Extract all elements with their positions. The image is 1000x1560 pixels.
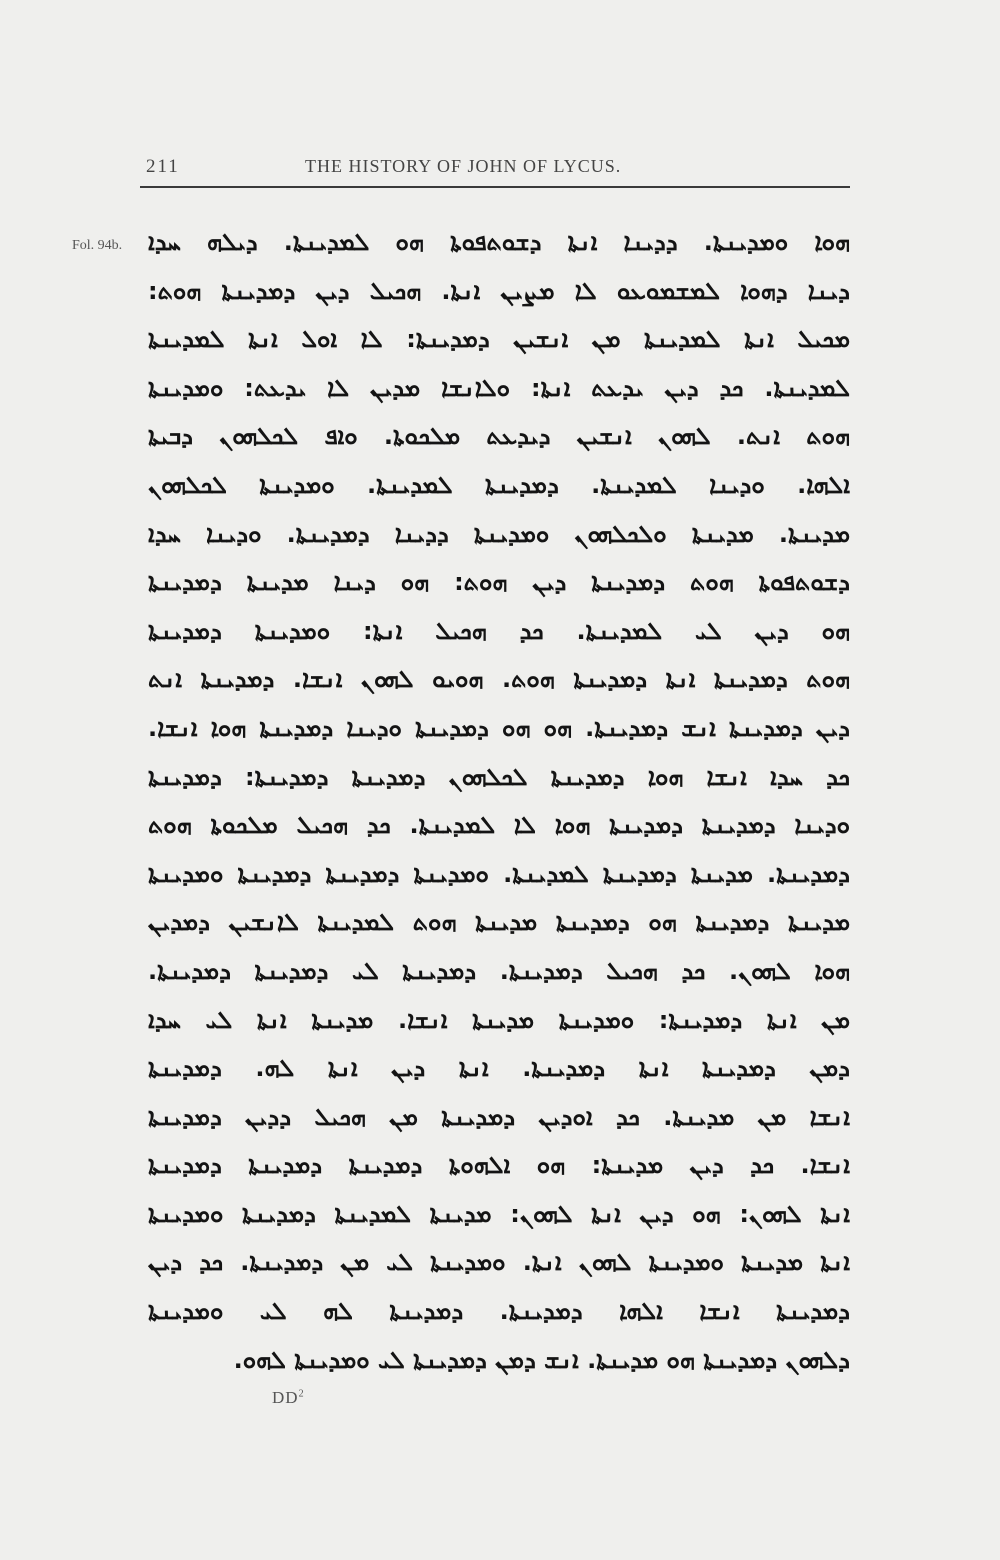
running-head	[140, 152, 850, 188]
text-line: ܗܘܬ ܐܢܬ. ܠܗܘܢ ܐܢܫܝܢ ܕܝܕܥܬ ܡܠܟܘܬܐ. ܘܐܦ ܠܟܠܗܘܢ ܕܒܝܬܐ	[148, 422, 850, 451]
signature-number: 2	[298, 1388, 305, 1400]
text-line: ܡܢ ܐܢܬܐ ܕܡܕܝܢܬܐ: ܘܡܕܝܢܬܐ ܡܕܝܢܬܐ ܐܢܫܐ. ܡܕܝܢܬܐ ܐܢܬܐ ܠܝ ܚܕܐ	[148, 1005, 850, 1034]
text-line: ܕܡܕܝܢܬܐ. ܡܕܝܢܬܐ ܕܡܕܝܢܬܐ ܠܡܕܝܢܬܐ. ܘܡܕܝܢܬܐ ܕܡܕܝܢܬܐ ܕܡܕܝܢܬܐ ܘܡܕܝܢܬܐ	[148, 859, 850, 888]
folio-margin-note: Fol. 94b.	[72, 238, 123, 253]
text-line: ܕܠܗܘܢ ܕܡܕܝܢܬܐ ܗܘ ܡܕܝܢܬܐ. ܐܢܫ ܕܡܢ ܕܡܕܝܢܬܐ ܠܝ ܘܡܕܝܢܬܐ ܠܗܘ.	[233, 1345, 850, 1374]
text-line: ܐܢܫܐ. ܟܕ ܕܝܢ ܡܕܝܢܬܐ: ܗܘ ܐܠܗܘܬܐ ܕܡܕܝܢܬܐ ܕܡܕܝܢܬܐ ܕܡܕܝܢܬܐ	[148, 1151, 850, 1180]
printer-signature-mark	[272, 1388, 305, 1408]
text-line: ܕܫܘܬܦܘܬܐ ܗܘܬ ܕܡܕܝܢܬܐ ܕܝܢ ܗܘܬ: ܗܘ ܕܝܢܐ ܡܕܝܢܬܐ ܕܡܕܝܢܬܐ	[148, 568, 850, 597]
text-line: ܕܝܢܐ ܕܗܘܐ ܠܡܫܡܘܥܘ ܠܐ ܡܨܝܢ ܐܢܬܐ. ܗܟܝܠ ܕܝܢ ܕܡܕܝܢܬܐ ܗܘܬ:	[148, 276, 850, 305]
text-line: ܗܘܬ ܕܡܕܝܢܬܐ ܐܢܬܐ ܕܡܕܝܢܬܐ ܗܘܬ. ܗܘܝܘ ܠܗܘܢ ܐܢܫܐ. ܕܡܕܝܢܬܐ ܐܢܬ	[148, 665, 850, 694]
syriac-text-block	[148, 218, 850, 1384]
text-line: ܗܘ ܕܝܢ ܠܝ ܠܡܕܝܢܬܐ. ܟܕ ܗܟܝܠ ܐܢܬܐ: ܘܡܕܝܢܬܐ ܕܡܕܝܢܬܐ	[148, 616, 850, 645]
text-line: ܐܢܬܐ ܡܕܝܢܬܐ ܘܡܕܝܢܬܐ ܠܗܘܢ ܐܢܬܐ. ܘܡܕܝܢܬܐ ܠܝ ܡܢ ܕܡܕܝܢܬܐ. ܟܕ ܕܝܢ	[148, 1248, 850, 1277]
text-line: ܟܕ ܚܕܐ ܐܢܫܐ ܗܘܐ ܕܡܕܝܢܬܐ ܠܟܠܗܘܢ ܕܡܕܝܢܬܐ ܕܡܕܝܢܬܐ: ܕܡܕܝܢܬܐ	[148, 762, 850, 791]
text-line: ܕܝܢ ܕܡܕܝܢܬܐ ܐܢܫ ܕܡܕܝܢܬܐ. ܗܘ ܗܘ ܕܡܕܝܢܬܐ ܘܕܝܢܐ ܕܡܕܝܢܬܐ ܗܘܐ ܐܢܫܐ.	[148, 713, 850, 742]
text-line: ܕܡܢ ܕܡܕܝܢܬܐ ܐܢܬܐ ܕܡܕܝܢܬܐ. ܐܢܬܐ ܕܝܢ ܐܢܬܐ ܠܗ. ܕܡܕܝܢܬܐ	[148, 1054, 850, 1083]
text-line: ܐܠܗܐ. ܘܕܝܢܐ ܠܡܕܝܢܬܐ. ܕܡܕܝܢܬܐ ܠܡܕܝܢܬܐ. ܘܡܕܝܢܬܐ ܠܟܠܗܘܢ	[148, 470, 850, 499]
text-line: ܗܘܐ ܠܗܘܢ. ܟܕ ܗܟܝܠ ܕܡܕܝܢܬܐ. ܕܡܕܝܢܬܐ ܠܝ ܕܡܕܝܢܬܐ ܕܡܕܝܢܬܐ.	[148, 956, 850, 985]
text-line: ܘܕܝܢܐ ܕܡܕܝܢܬܐ ܕܡܕܝܢܬܐ ܗܘܐ ܠܐ ܠܡܕܝܢܬܐ. ܟܕ ܗܟܝܠ ܡܠܟܘܬܐ ܗܘܬ	[148, 811, 850, 840]
text-line: ܕܡܕܝܢܬܐ ܐܢܫܐ ܐܠܗܐ ܕܡܕܝܢܬܐ. ܕܡܕܝܢܬܐ ܠܗ ܠܝ ܘܡܕܝܢܬܐ	[148, 1297, 850, 1326]
page-number: 211	[146, 156, 180, 177]
text-line: ܡܕܝܢܬܐ. ܡܕܝܢܬܐ ܘܠܟܠܗܘܢ ܘܡܕܝܢܬܐ ܕܕܝܢܐ ܕܡܕܝܢܬܐ. ܘܕܝܢܐ ܚܕܐ	[148, 519, 850, 548]
text-line: ܗܘܐ ܘܡܕܝܢܬܐ. ܕܕܝܢܐ ܐܢܬܐ ܕܫܘܬܦܘܬܐ ܗܘ ܠܡܕܝܢܬܐ. ܕܝܠܗ ܚܕܐ	[148, 228, 850, 256]
signature-letters: DD	[272, 1388, 299, 1407]
text-line: ܡܟܝܠ ܐܢܬܐ ܠܡܕܝܢܬܐ ܡܢ ܐܢܫܝܢ ܕܡܕܝܢܬܐ: ܠܐ ܐܘܠ ܐܢܬܐ ܠܡܕܝܢܬܐ	[148, 325, 850, 354]
text-line: ܐܢܬܐ ܠܗܘܢ: ܗܘ ܕܝܢ ܐܢܬܐ ܠܗܘܢ: ܡܕܝܢܬܐ ܠܡܕܝܢܬܐ ܕܡܕܝܢܬܐ ܘܡܕܝܢܬܐ	[148, 1199, 850, 1228]
text-line: ܠܡܕܝܢܬܐ. ܟܕ ܕܝܢ ܝܕܥܬ ܐܢܬܐ: ܘܠܐܢܫܐ ܡܕܝܢ ܠܐ ܝܕܥܬ: ܘܡܕܝܢܬܐ	[148, 373, 850, 402]
text-line: ܐܢܫܐ ܡܢ ܡܕܝܢܬܐ. ܟܕ ܐܘܕܝܢ ܕܡܕܝܢܬܐ ܡܢ ܗܟܝܠ ܕܕܝܢ ܕܡܕܝܢܬܐ	[148, 1102, 850, 1131]
text-line: ܡܕܝܢܬܐ ܕܡܕܝܢܬܐ ܗܘ ܕܡܕܝܢܬܐ ܡܕܝܢܬܐ ܗܘܬ ܠܡܕܝܢܬܐ ܠܐܢܫܝܢ ܕܡܕܝܢ	[148, 908, 850, 937]
running-title: THE HISTORY OF JOHN OF LYCUS.	[305, 156, 622, 176]
